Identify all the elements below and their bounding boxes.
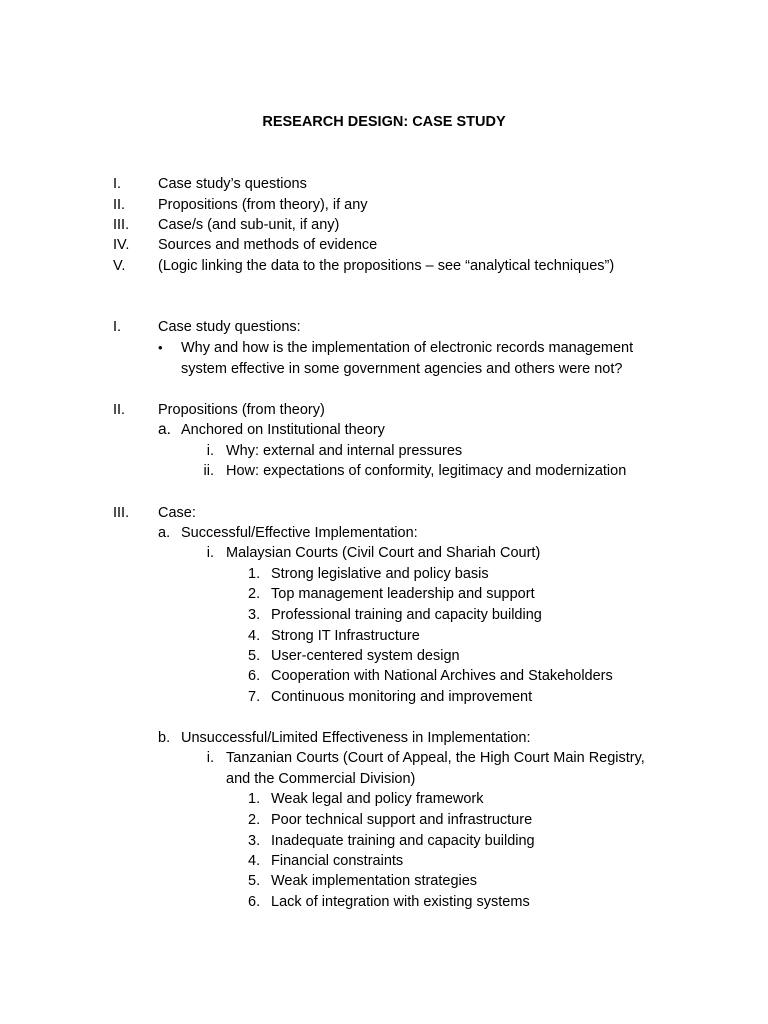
list-marker: a. <box>158 421 171 438</box>
list-text: and the Commercial Division) <box>226 770 416 787</box>
outline-item <box>0 235 768 256</box>
list-item <box>0 748 768 769</box>
list-item <box>0 523 768 544</box>
numbered-item <box>0 851 768 872</box>
numbered-text: User-centered system design <box>271 647 460 664</box>
numbered-item <box>0 831 768 852</box>
numbered-text: Top management leadership and support <box>271 586 535 602</box>
section-heading <box>0 503 768 524</box>
list-marker: i. <box>206 545 214 561</box>
outline-marker: V. <box>113 257 126 274</box>
question-item <box>0 338 768 359</box>
numbered-marker: 7. <box>248 688 261 705</box>
list-marker: b. <box>158 729 171 746</box>
numbered-item <box>0 564 768 585</box>
numbered-text: Continuous monitoring and improvement <box>271 688 533 705</box>
list-item-continued <box>0 769 768 790</box>
outline-item <box>0 256 768 277</box>
numbered-marker: 1. <box>248 791 261 807</box>
list-marker: i. <box>206 442 214 459</box>
list-item <box>0 461 768 482</box>
outline-item <box>0 174 768 195</box>
numbered-item <box>0 646 768 667</box>
list-marker: ii. <box>203 463 214 479</box>
list-item <box>0 728 768 749</box>
numbered-text: Poor technical support and infrastructure <box>271 811 533 828</box>
list-text: Tanzanian Courts (Court of Appeal, the High Court Main Registry, <box>226 750 645 766</box>
list-marker: i. <box>206 750 214 766</box>
numbered-text: Strong legislative and policy basis <box>271 565 489 582</box>
numbered-item <box>0 892 768 913</box>
outline-text: Case/s (and sub-unit, if any) <box>158 217 340 233</box>
numbered-marker: 2. <box>248 811 261 828</box>
numbered-item <box>0 871 768 892</box>
list-text: Anchored on Institutional theory <box>181 422 385 438</box>
question-text: Why and how is the implementation of electronic records management <box>181 340 634 356</box>
numbered-text: Cooperation with National Archives and Stakeholders <box>271 668 613 684</box>
list-text: Malaysian Courts (Civil Court and Shariah Court) <box>226 545 541 561</box>
outline-text: (Logic linking the data to the propositions – see “analytical techniques”) <box>158 257 615 274</box>
numbered-item <box>0 810 768 831</box>
outline-marker: I. <box>113 176 122 192</box>
list-item <box>0 543 768 564</box>
numbered-marker: 5. <box>248 647 261 664</box>
list-text: Successful/Effective Implementation: <box>181 525 418 541</box>
numbered-marker: 4. <box>248 853 261 869</box>
numbered-text: Weak legal and policy framework <box>271 791 484 807</box>
numbered-marker: 1. <box>248 565 261 582</box>
question-item-continued <box>0 359 768 380</box>
list-text: Unsuccessful/Limited Effectiveness in Implementation: <box>181 729 531 746</box>
outline-marker: IV. <box>113 237 130 253</box>
list-item <box>0 420 768 441</box>
section-marker: II. <box>113 401 126 418</box>
numbered-item <box>0 626 768 647</box>
list-item <box>0 441 768 462</box>
document-title: RESEARCH DESIGN: CASE STUDY <box>262 114 506 130</box>
section-heading-text: Case study questions: <box>158 319 301 335</box>
numbered-marker: 4. <box>248 627 261 644</box>
numbered-marker: 3. <box>248 606 261 623</box>
numbered-text: Strong IT Infrastructure <box>271 627 420 644</box>
list-marker: a. <box>158 525 171 541</box>
outline-item <box>0 195 768 216</box>
outline-item <box>0 215 768 236</box>
numbered-marker: 3. <box>248 832 261 849</box>
outline-text: Propositions (from theory), if any <box>158 196 368 213</box>
list-text: Why: external and internal pressures <box>226 442 463 459</box>
numbered-marker: 2. <box>248 586 261 602</box>
numbered-text: Weak implementation strategies <box>271 873 478 889</box>
section-heading <box>0 400 768 421</box>
outline-text: Sources and methods of evidence <box>158 237 378 253</box>
bullet-icon: • <box>158 340 163 355</box>
numbered-text: Inadequate training and capacity building <box>271 832 535 849</box>
numbered-item <box>0 605 768 626</box>
numbered-text: Professional training and capacity building <box>271 606 542 623</box>
numbered-marker: 6. <box>248 893 261 910</box>
section-heading-text: Propositions (from theory) <box>158 401 325 418</box>
numbered-text: Lack of integration with existing systems <box>271 893 530 910</box>
numbered-text: Financial constraints <box>271 853 404 869</box>
section-marker: I. <box>113 319 122 335</box>
question-text: system effective in some government agencies and others were not? <box>181 360 623 377</box>
outline-text: Case study’s questions <box>158 176 307 192</box>
numbered-item <box>0 584 768 605</box>
section-heading-text: Case: <box>158 504 196 521</box>
numbered-item <box>0 789 768 810</box>
list-text: How: expectations of conformity, legitimacy and modernization <box>226 463 627 479</box>
section-heading <box>0 317 768 338</box>
numbered-item <box>0 666 768 687</box>
outline-marker: III. <box>113 217 130 233</box>
numbered-item <box>0 687 768 708</box>
numbered-marker: 5. <box>248 873 261 889</box>
section-marker: III. <box>113 504 130 521</box>
outline-marker: II. <box>113 196 126 213</box>
numbered-marker: 6. <box>248 668 261 684</box>
